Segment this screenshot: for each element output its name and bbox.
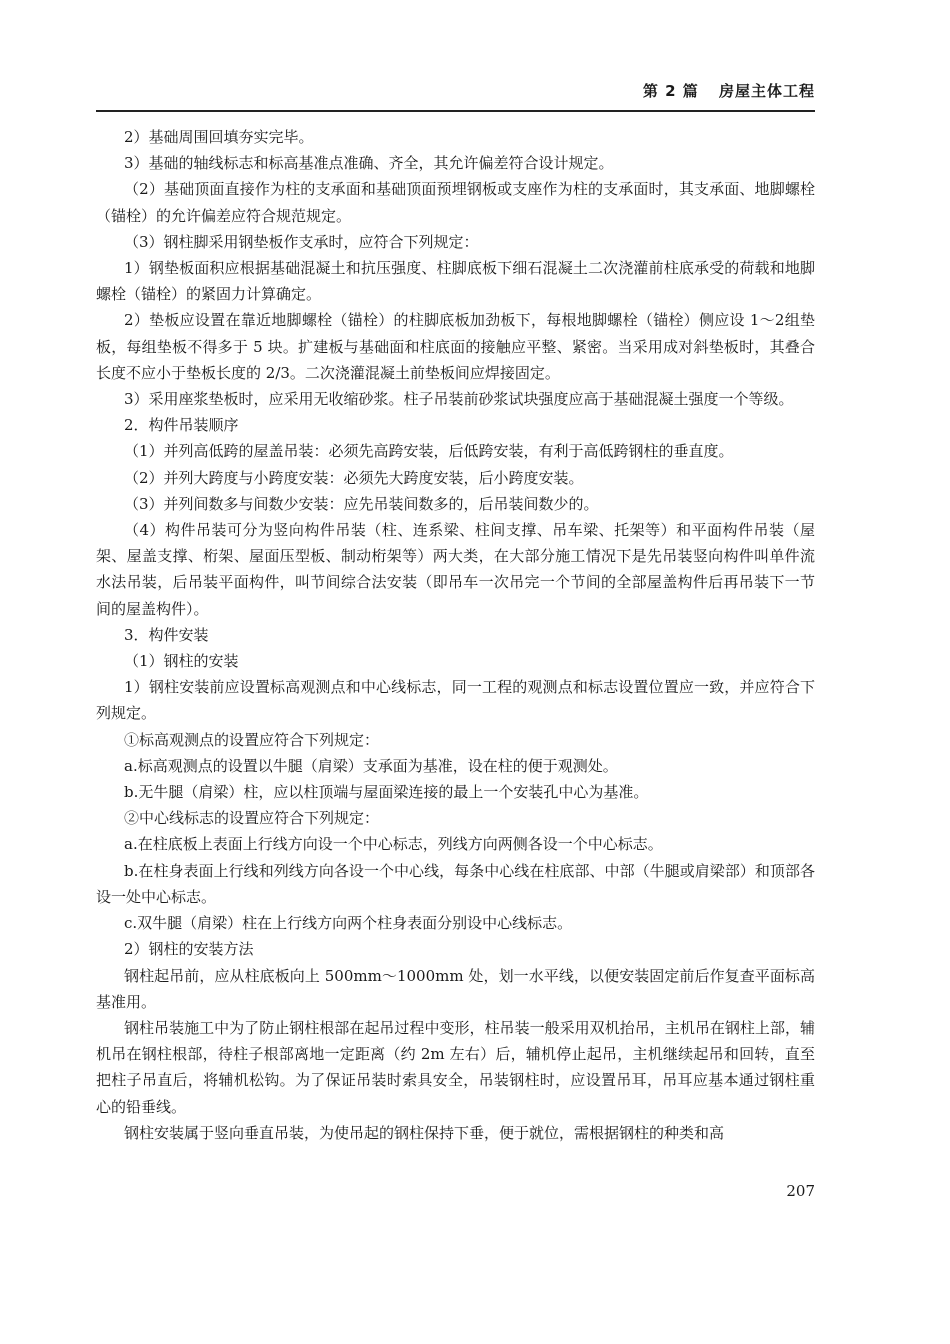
paragraph: 3）采用座浆垫板时，应采用无收缩砂浆。柱子吊装前砂浆试块强度应高于基础混凝土强度一个等级。 <box>124 390 794 409</box>
paragraph: a.在柱底板上表面上行线方向设一个中心标志，列线方向两侧各设一个中心标志。 <box>124 835 663 854</box>
paragraph: （1）并列高低跨的屋盖吊装：必须先高跨安装，后低跨安装，有利于高低跨钢柱的垂直度。 <box>124 442 734 461</box>
page-number: 207 <box>786 1182 815 1200</box>
paragraph: 钢柱起吊前，应从柱底板向上 500mm～1000mm 处，划一水平线，以便安装固定前后作复查平面标高基准用。 <box>96 966 815 1011</box>
paragraph: （4）构件吊装可分为竖向构件吊装（柱、连系梁、柱间支撑、吊车梁、托架等）和平面构件吊装（屋架、屋盖支撑、桁架、屋面压型板、制动桁架等）两大类，在大部分施工情况下是先吊装竖向构件叫单件流水法吊装，后吊装平面构件，叫节间综合法安装（即吊车一次吊完一个节间的全部屋盖构件后再吊装下一节间的屋盖构件）。 <box>96 521 815 618</box>
running-header <box>96 80 815 110</box>
paragraph: 钢柱安装属于竖向垂直吊装，为使吊起的钢柱保持下垂，便于就位，需根据钢柱的种类和高 <box>124 1123 725 1142</box>
paragraph: （3）并列间数多与间数少安装：应先吊装间数多的，后吊装间数少的。 <box>124 494 599 513</box>
header-part: 第 2 篇 <box>642 82 699 100</box>
paragraph: ①标高观测点的设置应符合下列规定： <box>124 730 380 749</box>
paragraph: c.双牛腿（肩梁）柱在上行线方向两个柱身表面分别设中心线标志。 <box>124 914 573 933</box>
paragraph: 2）基础周围回填夯实完毕。 <box>124 128 314 146</box>
paragraph: （2）并列大跨度与小跨度安装：必须先大跨度安装，后小跨度安装。 <box>124 468 584 487</box>
paragraph: （2）基础顶面直接作为柱的支承面和基础顶面预埋钢板或支座作为柱的支承面时，其支承面、地脚螺栓（锚栓）的允许偏差应符合规范规定。 <box>96 180 815 225</box>
paragraph: b.在柱身表面上行线和列线方向各设一个中心线，每条中心线在柱底部、中部（牛腿或肩梁部）和顶部各设一处中心标志。 <box>96 861 815 906</box>
paragraph: （3）钢柱脚采用钢垫板作支承时，应符合下列规定： <box>124 232 479 251</box>
section-heading: 3．构件安装 <box>124 625 209 644</box>
paragraph: ②中心线标志的设置应符合下列规定： <box>124 809 380 828</box>
paragraph: 钢柱吊装施工中为了防止钢柱根部在起吊过程中变形，柱吊装一般采用双机抬吊，主机吊在钢柱上部，辅机吊在钢柱根部，待柱子根部离地一定距离（约 2m 左右）后，辅机停止起吊，主机继续起吊和回转，直至把柱子吊直后，将辅机松钩。为了保证吊装时索具安全，吊装钢柱时，应设置吊耳，吊耳应基本通过钢柱重心的铅垂线。 <box>96 1018 815 1116</box>
paragraph: 1）钢柱安装前应设置标高观测点和中心线标志，同一工程的观测点和标志设置位置应一致，并应符合下列规定。 <box>96 678 815 723</box>
body-text <box>96 124 815 1146</box>
paragraph: 2）垫板应设置在靠近地脚螺栓（锚栓）的柱脚底板加劲板下，每根地脚螺栓（锚栓）侧应设 1～2组垫板，每组垫板不得多于 5 块。扩建板与基础面和柱底面的接触应平整、紧密。当采用成对斜垫板时，其叠合长度不应小于垫板长度的 2/3。二次浇灌混凝土前垫板间应焊接固定。 <box>96 311 815 382</box>
section-heading: 2．构件吊装顺序 <box>124 416 239 435</box>
header-title: 房屋主体工程 <box>718 82 815 100</box>
paragraph: a.标高观测点的设置以牛腿（肩梁）支承面为基准，设在柱的便于观测处。 <box>124 756 618 775</box>
paragraph: 3）基础的轴线标志和标高基准点准确、齐全，其允许偏差符合设计规定。 <box>124 154 614 173</box>
subsection-heading: （1）钢柱的安装 <box>124 652 239 671</box>
header-rule <box>96 110 815 112</box>
paragraph: b.无牛腿（肩梁）柱，应以柱顶端与屋面梁连接的最上一个安装孔中心为基准。 <box>124 783 649 802</box>
subsection-heading: 2）钢柱的安装方法 <box>124 940 254 959</box>
paragraph: 1）钢垫板面积应根据基础混凝土和抗压强度、柱脚底板下细石混凝土二次浇灌前柱底承受的荷载和地脚螺栓（锚栓）的紧固力计算确定。 <box>96 259 815 304</box>
